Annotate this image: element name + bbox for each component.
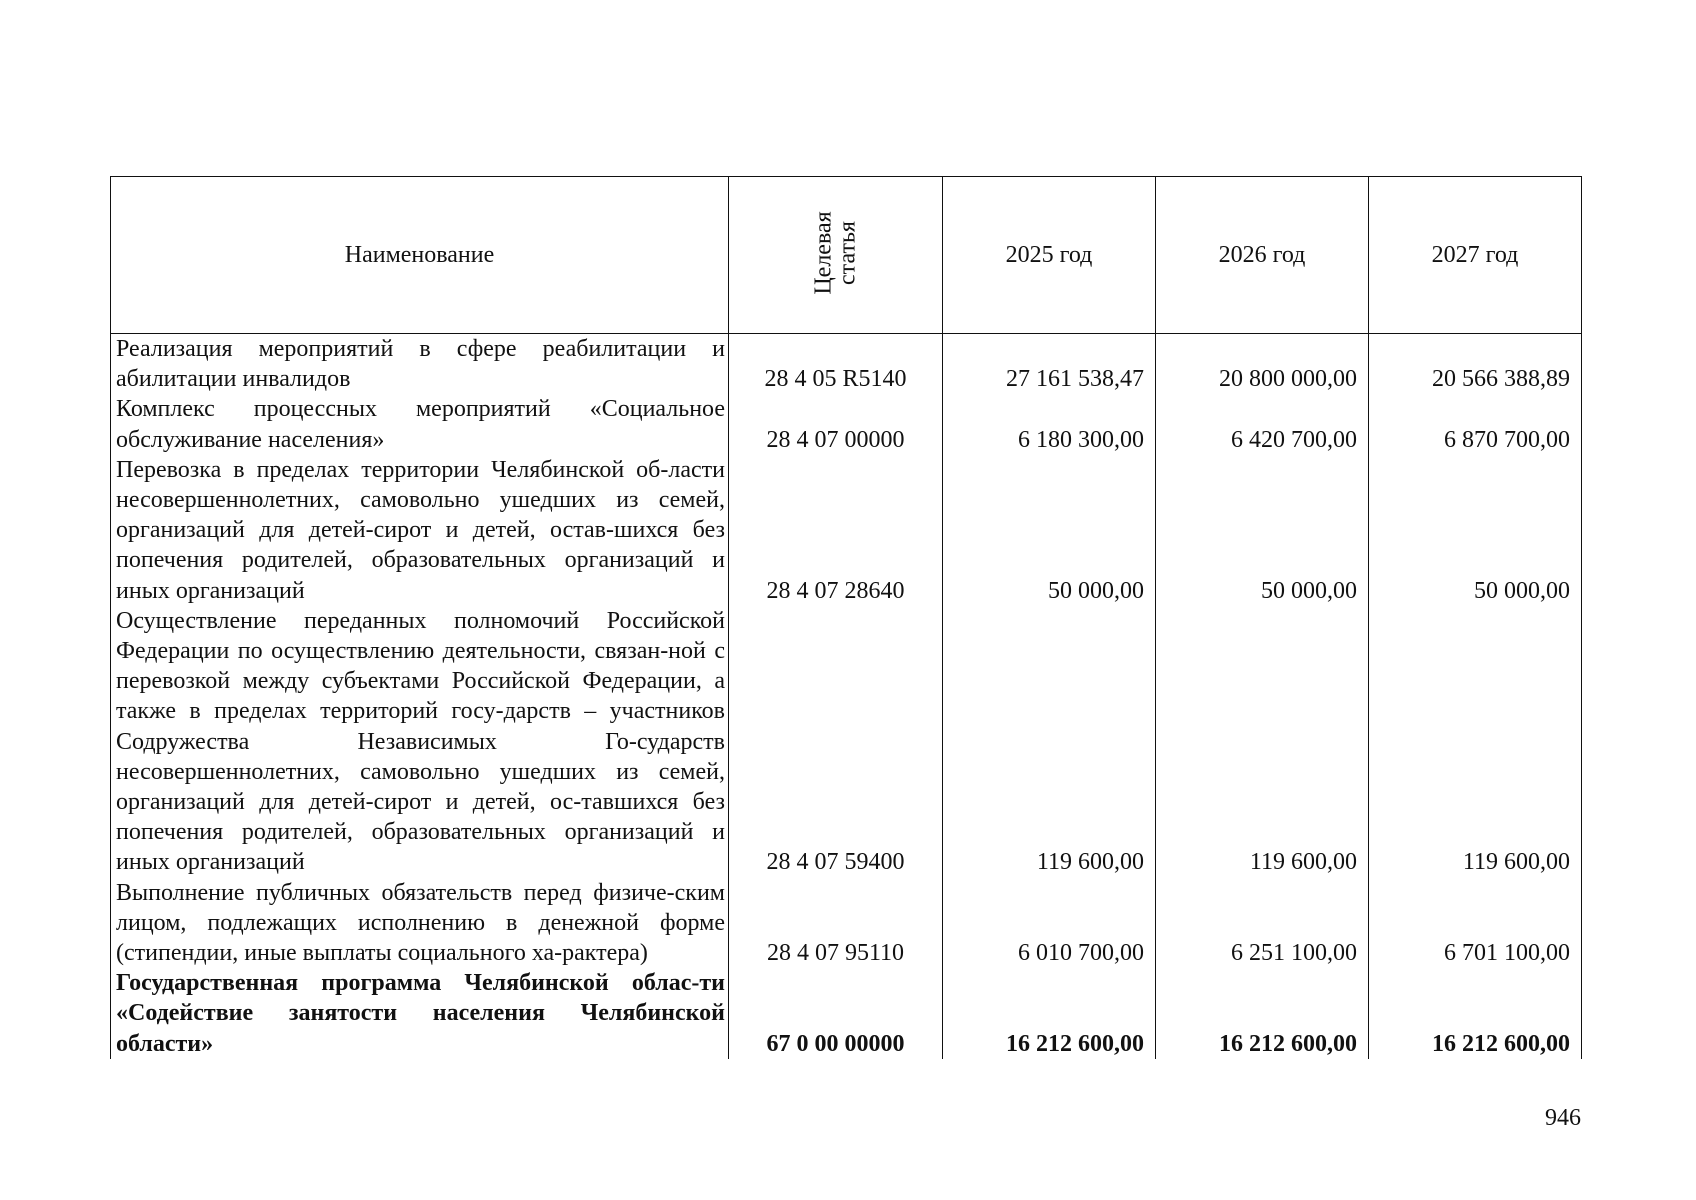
table-row	[111, 606, 1582, 878]
row-amount-2025: 119 600,00	[943, 606, 1156, 878]
row-name: Реализация мероприятий в сфере реабилитации и абилитации инвалидов	[111, 334, 729, 395]
row-amount-2025: 6 180 300,00	[943, 394, 1156, 454]
row-amount-2027: 20 566 388,89	[1369, 334, 1582, 395]
row-amount-2026: 6 420 700,00	[1156, 394, 1369, 454]
row-amount-2027: 6 870 700,00	[1369, 394, 1582, 454]
header-target-line2: статья	[834, 221, 861, 286]
table-row-program-total	[111, 968, 1582, 1059]
row-amount-2025: 27 161 538,47	[943, 334, 1156, 395]
row-target-article: 28 4 07 59400	[729, 606, 943, 878]
row-amount-2027: 16 212 600,00	[1369, 968, 1582, 1059]
table-row	[111, 455, 1582, 606]
row-amount-2027: 119 600,00	[1369, 606, 1582, 878]
row-target-article: 28 4 07 00000	[729, 394, 943, 454]
row-target-article: 28 4 05 R5140	[729, 334, 943, 395]
row-target-article: 28 4 07 28640	[729, 455, 943, 606]
row-amount-2025: 16 212 600,00	[943, 968, 1156, 1059]
header-year-2027: 2027 год	[1369, 177, 1582, 334]
row-amount-2026: 6 251 100,00	[1156, 878, 1369, 969]
header-target-article	[729, 177, 943, 334]
header-name: Наименование	[111, 177, 729, 334]
row-name: Комплекс процессных мероприятий «Социальное обслуживание населения»	[111, 394, 729, 454]
row-amount-2026: 50 000,00	[1156, 455, 1369, 606]
header-year-2025: 2025 год	[943, 177, 1156, 334]
row-name: Осуществление переданных полномочий Российской Федерации по осуществлению деятельности, связан-ной с перевозкой между субъектами Российской Федерации, а также в пределах территорий госу-дарств – участников Содружества Независимых Го-сударств несовершеннолетних, самовольно ушедших из семей, организаций для детей-сирот и детей, ос-тавшихся без попечения родителей, образовательных организаций и иных организаций	[111, 606, 729, 878]
row-name: Перевозка в пределах территории Челябинской об-ласти несовершеннолетних, самовольно ушедших из семей, организаций для детей-сирот и детей, остав-шихся без попечения родителей, образовательных организаций и иных организаций	[111, 455, 729, 606]
table-row	[111, 334, 1582, 395]
row-amount-2025: 6 010 700,00	[943, 878, 1156, 969]
row-amount-2026: 16 212 600,00	[1156, 968, 1369, 1059]
row-name: Государственная программа Челябинской облас-ти «Содействие занятости населения Челябинской области»	[111, 968, 729, 1059]
row-amount-2026: 20 800 000,00	[1156, 334, 1369, 395]
header-target-line1: Целевая	[810, 211, 837, 296]
row-amount-2025: 50 000,00	[943, 455, 1156, 606]
row-amount-2027: 50 000,00	[1369, 455, 1582, 606]
row-amount-2026: 119 600,00	[1156, 606, 1369, 878]
header-year-2026: 2026 год	[1156, 177, 1369, 334]
budget-table	[110, 176, 1582, 1059]
row-amount-2027: 6 701 100,00	[1369, 878, 1582, 969]
row-name: Выполнение публичных обязательств перед физиче-ским лицом, подлежащих исполнению в денежной форме (стипендии, иные выплаты социального ха-рактера)	[111, 878, 729, 969]
target-article-rotated-label	[811, 212, 859, 295]
page-number: 946	[1545, 1105, 1581, 1131]
row-target-article: 28 4 07 95110	[729, 878, 943, 969]
table-row	[111, 878, 1582, 969]
table-row	[111, 394, 1582, 454]
row-target-article: 67 0 00 00000	[729, 968, 943, 1059]
header-row	[111, 177, 1582, 334]
